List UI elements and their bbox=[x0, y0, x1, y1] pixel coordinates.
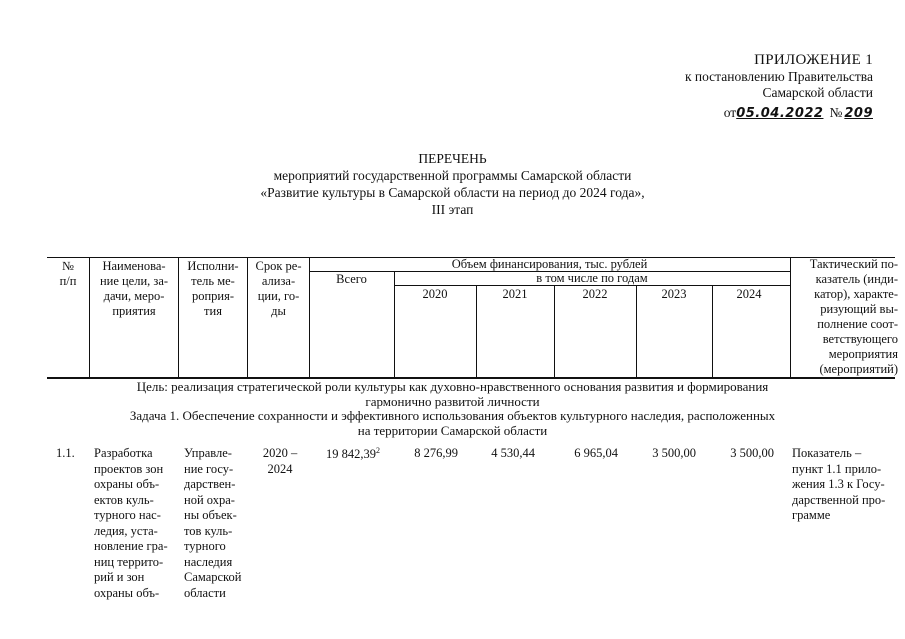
goal-text: Цель: реализация стратегической роли культуры как духовно-нравственного основания развития и формирования гармонично развитой личности bbox=[136, 379, 769, 409]
row-name: Разработка проектов зон охраны объ- ектов куль- турного нас- ледия, уста- новление гра- ниц террито- рий и зон охраны объ- bbox=[94, 446, 168, 600]
row-2022: 6 965,04 bbox=[574, 446, 618, 460]
document-title bbox=[0, 150, 905, 218]
task-text: Задача 1. Обеспечение сохранности и эффективного использования объектов культурного наследия, расположенных на территории Самарской области bbox=[129, 408, 776, 438]
annex-title: ПРИЛОЖЕНИЕ 1 bbox=[754, 52, 873, 68]
col-divider bbox=[554, 285, 555, 379]
header-executor: Исполни- тель ме- роприя- тия bbox=[187, 259, 239, 318]
annex-line-3: Самарской области bbox=[762, 85, 873, 100]
row-2020: 8 276,99 bbox=[414, 446, 458, 460]
header-year-2023: 2023 bbox=[661, 287, 687, 301]
annex-from-prefix: от bbox=[723, 105, 737, 120]
header-year-2020: 2020 bbox=[422, 287, 448, 301]
annex-date: 05.04.2022 bbox=[736, 106, 824, 121]
col-divider bbox=[636, 285, 637, 379]
row-total-footnote: 2 bbox=[376, 446, 380, 455]
title-line-2: мероприятий государственной программы Самарской области bbox=[273, 168, 632, 183]
annex-number: 209 bbox=[844, 106, 873, 121]
header-year-2024: 2024 bbox=[736, 287, 762, 301]
header-year-2021: 2021 bbox=[502, 287, 528, 301]
title-line-4: III этап bbox=[431, 202, 474, 217]
header-name: Наименова- ние цели, за- дачи, меро- приятия bbox=[99, 259, 169, 318]
row-2023: 3 500,00 bbox=[652, 446, 696, 460]
col-divider bbox=[712, 285, 713, 379]
header-funding: Объем финансирования, тыс. рублей bbox=[451, 257, 648, 271]
annex-line-2: к постановлению Правительства bbox=[684, 69, 873, 84]
col-divider bbox=[476, 285, 477, 379]
col-divider bbox=[394, 271, 395, 379]
header-num: № п/п bbox=[59, 259, 77, 288]
row-2021: 4 530,44 bbox=[491, 446, 535, 460]
header-indicator: Тактический по- казатель (инди- катор), характе- ризующий вы- полнение соот- ветствующего мероприятия (мероприятий) bbox=[809, 257, 898, 376]
row-term: 2020 – 2024 bbox=[262, 446, 298, 476]
header-by-years: в том числе по годам bbox=[536, 271, 648, 285]
row-num: 1.1. bbox=[56, 446, 75, 460]
row-2024: 3 500,00 bbox=[730, 446, 774, 460]
title-line-3: «Развитие культуры в Самарской области на период до 2024 года», bbox=[260, 185, 645, 200]
row-indicator: Показатель – пункт 1.1 прило- жения 1.3 к Госу- дарственной про- грамме bbox=[792, 446, 886, 522]
row-total: 19 842,39$^2$ bbox=[326, 446, 380, 462]
annex-number-sign: № bbox=[829, 105, 843, 120]
title-line-1: ПЕРЕЧЕНЬ bbox=[418, 151, 487, 166]
row-executor: Управле- ние госу- дарствен- ной охра- ны объек- тов куль- турного наследия Самарской области bbox=[184, 446, 242, 600]
annex-block bbox=[613, 52, 873, 124]
header-year-2022: 2022 bbox=[582, 287, 608, 301]
header-term: Срок ре- ализа- ции, го- ды bbox=[255, 259, 302, 318]
header-total: Всего bbox=[336, 272, 367, 286]
annex-date-number bbox=[613, 103, 873, 124]
